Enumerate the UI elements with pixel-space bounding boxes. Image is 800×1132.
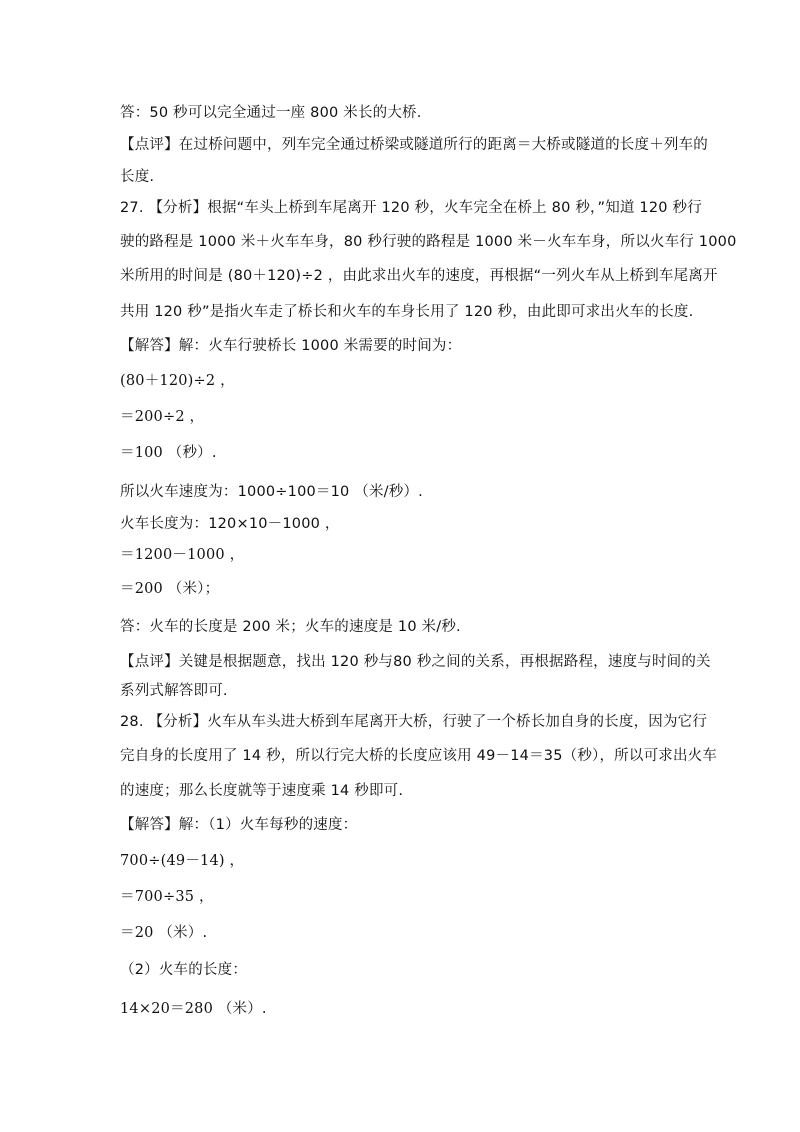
text-line: 27. 【分析】根据“车头上桥到车尾离开 120 秒，火车完全在桥上 80 秒，”知道 120 秒行 [120,200,702,216]
text-line: 完自身的长度用了 14 秒，所以行完大桥的长度应该用 49－14＝35（秒），所以可求出火车 [120,748,718,764]
text-line: 长度. [120,169,155,185]
text-line: 火车长度为：120×10－1000 ， [120,516,340,532]
math-line: ＝700÷35 ， [120,889,214,905]
text-line: 【点评】关键是根据题意，找出 120 秒与80 秒之间的关系，再根据路程，速度与时间的关 [120,654,711,670]
text-line: 【解答】解：（1）火车每秒的速度： [120,817,358,833]
math-line: ＝200÷2 ， [120,409,205,425]
text-line: 米所用的时间是 (80＋120)÷2 ，由此求出火车的速度，再根据“一列火车从上桥到车尾离开 [120,268,718,284]
text-line: 答：50 秒可以完全通过一座 800 米长的大桥. [120,105,422,121]
text-line: 所以火车速度为：1000÷100＝10 （米/秒）. [120,484,423,500]
math-line: ＝1200－1000 ， [120,547,245,563]
text-line: 共用 120 秒”是指火车走了桥长和火车的车身长用了 120 秒，由此即可求出火车的长度. [120,304,694,320]
text-line: 28. 【分析】火车从车头进大桥到车尾离开大桥，行驶了一个桥长加自身的长度，因为它行 [120,714,708,730]
math-line: 14×20＝280 （米）. [120,1001,267,1017]
math-line: 700÷(49－14) ， [120,853,245,869]
text-line: 驶的路程是 1000 米＋火车车身，80 秒行驶的路程是 1000 米－火车车身，所以火车行 1000 [120,234,737,250]
text-line: （2）火车的长度： [120,962,248,978]
text-line: 答：火车的长度是 200 米；火车的速度是 10 米/秒. [120,619,461,635]
math-line: ＝100 （秒）. [120,445,217,461]
text-line: 【点评】在过桥问题中，列车完全通过桥梁或隧道所行的距离＝大桥或隧道的长度＋列车的 [120,137,708,153]
text-line: 系列式解答即可. [120,683,228,699]
math-line: ＝200 （米）； [120,581,220,597]
math-line: ＝20 （米）. [120,925,208,941]
text-line: 【解答】解：火车行驶桥长 1000 米需要的时间为： [120,338,462,354]
text-line: 的速度；那么长度就等于速度乘 14 秒即可. [120,783,404,799]
math-line: (80＋120)÷2 ， [120,373,235,389]
